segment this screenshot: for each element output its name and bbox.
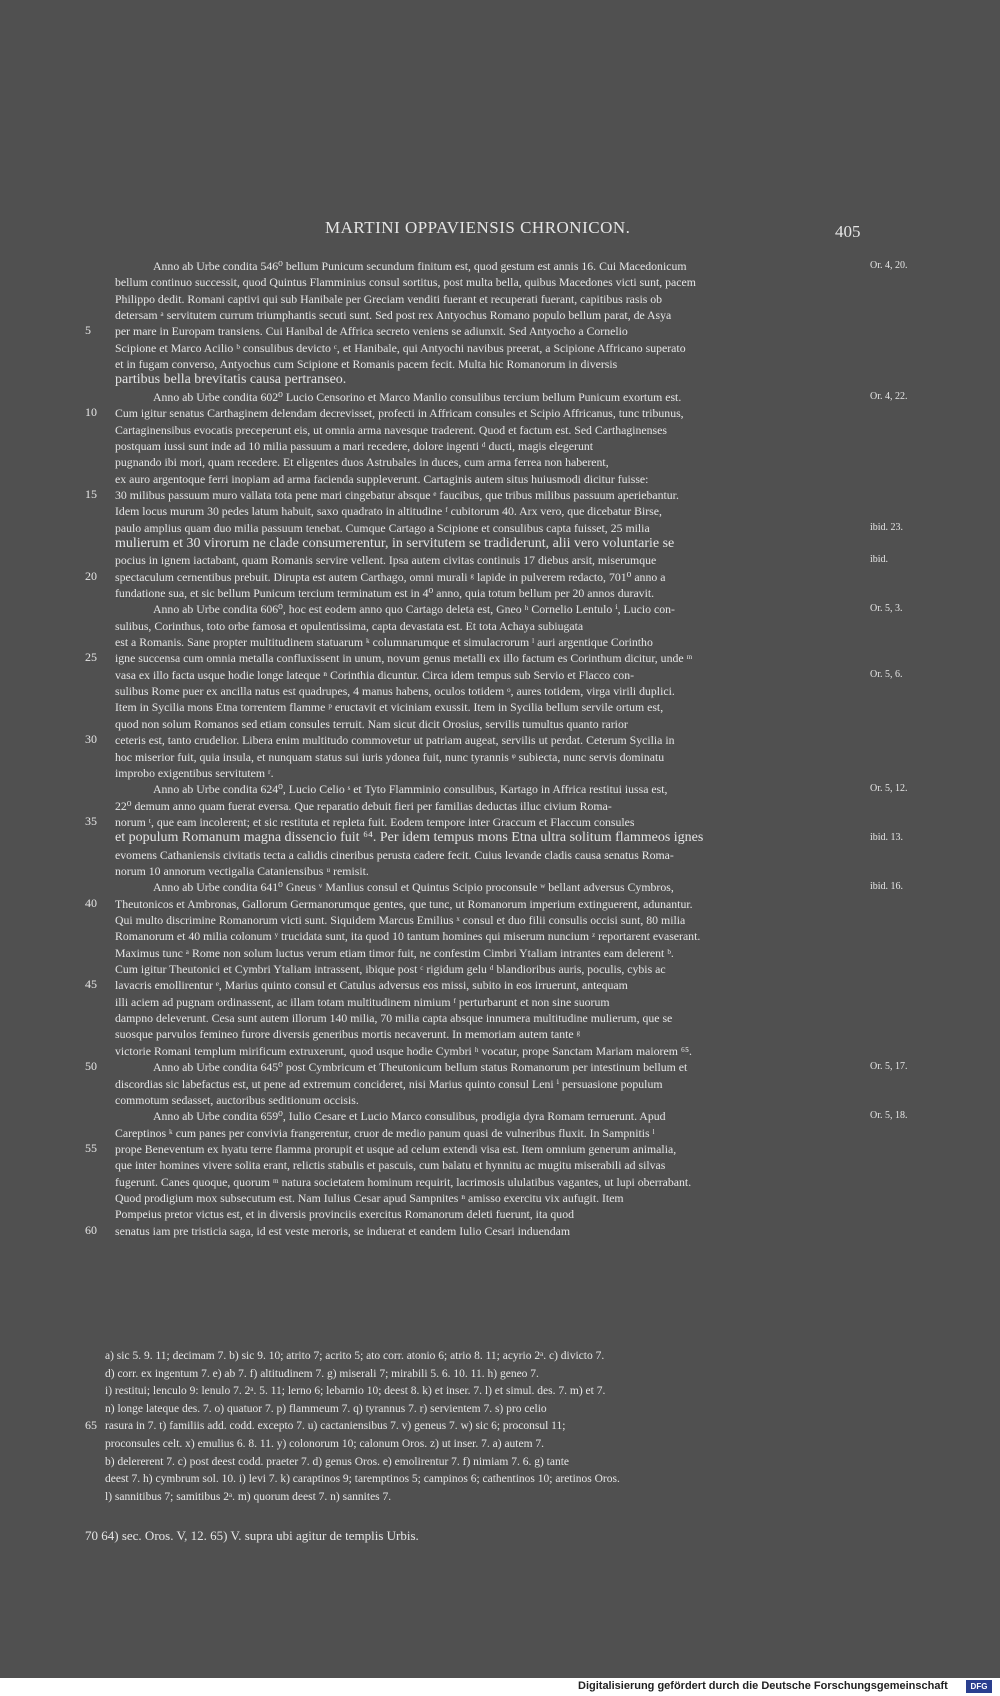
line-number: 60 [85,1222,97,1237]
text-line: Maximus tunc ᵃ Rome non solum luctus verum etiam timor fuit, ne confestim Cimbri Ytaliam intrantes eam delerent ᵇ. [115,945,674,960]
text-line: sulibus, Corinthus, toto orbe famosa et opulentissima, capta devastata est. Et tota Achaya subiugata [115,618,584,633]
text-line: detersam ᵃ servitutem currum triumphantis secuti sunt. Sed post rex Antyochus Romano populo bellum parat, de Asya [115,308,672,323]
text-line: evomens Cathaniensis civitatis tecta a calidis cineribus perusta cadere fecit. Cuius levande cladis causa senatus Roma- [115,847,674,862]
text-line: Anno ab Urbe condita 645⁰ post Cymbricum et Theutonicum bellum status Romanorum per intestinum bellum et [153,1060,688,1075]
line-number: 20 [85,568,97,583]
page-number: 405 [835,222,861,241]
text-line: improbo exigentibus servitutem ʳ. [115,765,274,780]
funding-notice: Digitalisierung gefördert durch die Deutsche Forschungsgemeinschaft [578,1680,948,1692]
footnote-line-number: 65 [85,1418,97,1433]
text-line: senatus iam pre tristicia saga, id est veste meroris, se induerat et eandem Iulio Cesari induendam [115,1223,571,1238]
text-line: sulibus Rome puer ex ancilla natus est quadrupes, 4 manus habens, oculos totidem ᵒ, aures totidem, virga virili duplici. [115,684,675,699]
margin-note: Or. 5, 6. [870,668,903,680]
text-line: et in fugam converso, Antyochus cum Scipione et Romanis pacem fecit. Multa hic Romanorum in diversis [115,357,618,372]
margin-note: ibid. 16. [870,881,904,893]
text-line: pugnando ibi mori, quam recedere. Et eligentes duos Astrubales in duces, cum arma ferrea non haberent, [115,455,609,470]
text-line: spectaculum cernentibus prebuit. Dirupta est autem Carthago, omni murali ᵍ lapide in pulverem redacto, 701⁰ anno a [115,569,666,584]
text-line: norum ᵗ, que eam incolerent; et sic restituta et repleta fuit. Eodem tempore inter Graccum et Flaccum consules [115,814,635,829]
footnote-line: n) longe lateque des. 7. o) quatuor 7. p) flammeum 7. q) tyrannus 7. r) servientem 7. s) pro celio [105,1402,547,1415]
margin-note: Or. 5, 18. [870,1110,908,1122]
text-line: prope Beneventum ex hyatu terre flamma prorupit et usque ad celum extendi visa est. Item omnium generum animalia, [115,1141,677,1156]
text-line: pocius in ignem iactabant, quam Romanis servire vellent. Ipsa autem civitas continuis 17 diebus arsit, miserumque [115,553,657,568]
text-line: Cum igitur senatus Carthaginem delendam decrevisset, profecti in Affricam consules et Scipio Affricanus, tunc tribunus, [115,406,684,421]
text-line: mulierum et 30 virorum ne clade consumerentur, in servitutem se tradiderunt, alii vero voluntarie se [115,535,675,551]
text-line: Pompeius pretor victus est, et in diversis provinciis exercitus Romanorum deleti fuerunt, ita quod [115,1207,575,1222]
text-line: 30 milibus passuum muro vallata tota pene mari cingebatur absque ᵉ faucibus, que tribus milibus passuum aperiebantur. [115,487,679,502]
text-line: que inter homines vivere solita erant, relictis stabulis et pascuis, cum balatu et hynnitu ac mugitu miserabili ad silvas [115,1158,666,1173]
text-line: et populum Romanum magna dissencio fuit ⁶⁴. Per idem tempus mons Etna ultra solitum flammeos ignes [115,830,704,846]
margin-note: Or. 5, 12. [870,783,908,795]
text-line: vasa ex illo facta usque hodie longe lateque ⁿ Corinthia dicuntur. Circa idem tempus sub Servio et Flacco con- [115,667,635,682]
text-line: suosque parvulos femineo furore diversis generibus mortis necaverunt. In memoriam autem tante ᵍ [115,1027,581,1042]
line-number: 10 [85,405,97,420]
text-line: lavacris emollirentur ᵉ, Marius quinto consul et Catulus adversus eos missi, subito in eos irruerunt, antequam [115,978,628,993]
text-line: igne succensa cum omnia metalla confluxissent in unum, novum genus metalli ex illo factum es Corinthum dicitur, unde ᵐ [115,651,693,666]
line-number: 25 [85,650,97,665]
line-number: 40 [85,895,97,910]
text-line: est a Romanis. Sane propter multitudinem statuarum ᵏ columnarumque et simulacrorum ˡ auri argentique Corintho [115,635,653,650]
text-line: norum 10 annorum vectigalia Cataniensibus ᵘ remisit. [115,863,369,878]
text-line: Cartaginensibus evocatis preceperunt eis, ut omnia arma navesque traderent. Quod et factum est. Sed Carthaginenses [115,422,667,437]
margin-note: Or. 5, 3. [870,603,903,615]
text-line: Philippo dedit. Romani captivi qui sub Hanibale per Greciam venditi fuerant et recuperati fuerant, capitibus rasis ob [115,291,663,306]
text-line: Anno ab Urbe condita 624⁰, Lucio Celio ˢ et Tyto Flamminio consulibus, Kartago in Affrica restitui iussa est, [153,782,668,797]
text-line: Anno ab Urbe condita 546⁰ bellum Punicum secundum finitum est, quod gestum est annis 16. Cui Macedonicum [153,259,687,273]
line-number: 35 [85,813,97,828]
footnote-line: d) corr. ex ingentum 7. e) ab 7. f) altitudinem 7. g) miserali 7; mirabili 5. 6. 10. 11. h) geneo 7. [105,1367,539,1380]
line-number: 50 [85,1059,97,1074]
footnote-line: proconsules celt. x) emulius 6. 8. 11. y) colonorum 10; calonum Oros. z) ut inser. 7. a) autem 7. [105,1438,545,1450]
text-line: Idem locus murum 30 pedes latum habuit, saxo quadrato in altitudine ᶠ cubitorum 40. Arx vero, que dicebatur Birse, [115,504,662,519]
text-line: discordias sic labefactus est, ut pene ad extremum concideret, nisi Marius quinto consul Leni ⁱ persuasione populum [115,1076,663,1091]
text-line: fugerunt. Canes quoque, quorum ᵐ natura societatem hominum requirit, lacrimosis ululatibus vagantes, ut lupi oberrabant. [115,1174,692,1189]
text-line: commotum sedasset, auctoribus seditionum occisis. [115,1092,359,1107]
text-line: Anno ab Urbe condita 602⁰ Lucio Censorino et Marco Manlio consulibus tercium bellum Punicum exortum est. [153,389,682,404]
text-line: Careptinos ᵏ cum panes per convivia frangerentur, cruor de medio panum quasi de vulneribus fluxit. In Sampnitis ˡ [115,1125,655,1140]
margin-note: ibid. 13. [870,832,904,844]
footnote-line: a) sic 5. 9. 11; decimam 7. b) sic 9. 10; atrito 7; acrito 5; ato corr. atonio 6; atrio 8. 11; acyrio 2ᵃ. c) divicto 7. [105,1350,605,1362]
margin-note: Or. 4, 22. [870,390,908,402]
text-line: Quod prodigium mox subsecutum est. Nam Iulius Cesar apud Sampnites ⁿ amisso exercitu vix aufugit. Item [115,1190,624,1205]
text-line: 22⁰ demum anno quam fuerat eversa. Que reparatio debuit fieri per familias deductas illuc civium Roma- [115,798,612,813]
text-line: illi aciem ad pugnam ordinassent, ac illam totam multitudinem nimium ᶠ perturbarunt et non sine suorum [115,994,610,1009]
text-line: Romanorum et 40 milia colonum ʸ trucidata sunt, ita quod 10 tantum homines qui miserum nuncium ᶻ reportarent evaserant. [115,929,701,944]
text-line: Scipione et Marco Acilio ᵇ consulibus devicto ᶜ, et Hanibale, qui Antyochi navibus preerat, a Scipione Affricano superato [115,340,686,355]
text-line: partibus bella brevitatis causa pertranseo. [115,372,347,388]
line-number: 55 [85,1140,97,1155]
footnote-line: i) restitui; lenculo 9: lenulo 7. 2ᵃ. 5. 11; lerno 6; lebarnio 10; deest 8. k) et inser. 7. l) et simul. des. 7. m) et 7. [105,1385,606,1398]
text-line: hoc miserior fuit, quia insula, et nunquam status sui iuris ydonea fuit, nunc tyrannis ᵠ subiecta, nunc servis dominatu [115,749,665,764]
text-line: victorie Romani templum mirificum extruxerunt, quod usque hodie Cymbri ʰ vocatur, prope Sanctam Mariam maiorem ⁶⁵. [115,1043,693,1058]
line-number: 5 [85,323,91,338]
text-line: bellum continuo successit, quod Quintus Flamminius consul sortitus, post multa bella, quibus Macedones victi sunt, pacem [115,275,696,290]
text-line: Anno ab Urbe condita 606⁰, hoc est eodem anno quo Cartago deleta est, Gneo ʰ Cornelio Lentulo ⁱ, Lucio con- [153,602,675,617]
text-line: per mare in Europam transiens. Cui Hanibal de Affrica secreto veniens se adiunxit. Sed Antyocho a Cornelio [115,324,628,339]
margin-note: ibid. [870,554,889,566]
footnote-line: deest 7. h) cymbrum sol. 10. i) levi 7. k) caraptinos 9; taremptinos 5; campinos 6; cathentinos 10; aretinos Oros. [105,1473,620,1486]
margin-note: Or. 5, 17. [870,1061,908,1073]
footnote-extra-line: 70 64) sec. Oros. V, 12. 65) V. supra ubi agitur de templis Urbis. [85,1528,419,1543]
text-line: Anno ab Urbe condita 659⁰, Iulio Cesare et Lucio Marco consulibus, prodigia dyra Romam terruerunt. Apud [153,1109,666,1124]
line-number: 15 [85,486,97,501]
text-line: Qui multo discrimine Romanorum victi sunt. Siquidem Marcus Emilius ˣ consul et duo filii consulis occisi sunt, 80 milia [115,913,686,927]
text-line: Theutonicos et Ambronas, Gallorum Germanorumque gentes, que tunc, ut Romanorum imperium extinguerent, adunantur. [115,896,693,911]
margin-note: ibid. 23. [870,521,904,533]
footnote-line: rasura in 7. t) familiis add. codd. excepto 7. u) cactaniensibus 7. v) geneus 7. w) sic 6; proconsul 11; [105,1420,566,1433]
line-number: 45 [85,977,97,992]
text-line: postquam iussi sunt inde ad 10 milia passuum a mari recedere, dolore ingenti ᵈ ducti, magis elegerunt [115,438,594,453]
page-header-title: MARTINI OPPAVIENSIS CHRONICON. [325,218,631,237]
line-number: 30 [85,732,97,747]
text-line: Anno ab Urbe condita 641⁰ Gneus ᵛ Manlius consul et Quintus Scipio proconsule ʷ bellant adversus Cymbros, [153,880,674,895]
text-line: ex auro argentoque ferri inopiam ad arma facienda suppleverunt. Cartaginis autem situs huiusmodi dicitur fuisse: [115,471,649,486]
footnote-line: b) delererent 7. c) post deest codd. praeter 7. d) genus Oros. e) emolirentur 7. f) nimiam 7. 6. g) tante [105,1455,569,1468]
text-line: fundatione sua, et sic bellum Punicum tercium terminatum est in 4⁰ anno, quia totum bellum per 20 annos duravit. [115,586,655,600]
footnote-line: l) sannitibus 7; samitibus 2ᵃ. m) quorum deest 7. n) sannites 7. [105,1490,392,1503]
text-line: Cum igitur Theutonici et Cymbri Ytaliam intrassent, ibique post ᶜ rigidum gelu ᵈ blandioribus auris, poculis, cybis ac [115,962,666,977]
dfg-logo: DFG [966,1680,992,1693]
margin-note: Or. 4, 20. [870,260,908,271]
text-line: dampno deleverunt. Cesa sunt autem illorum 140 milia, 70 milia capta absque innumera multitudine mulierum, que se [115,1011,673,1026]
text-line: quod non solum Romanos sed etiam consules terruit. Nam sicut dicit Orosius, servilis tumultus quanto rarior [115,716,628,731]
text-line: ceteris est, tanto crudelior. Libera enim multitudo commovetur ut patriam augeat, servilis ut perdat. Ceterum Sycilia in [115,733,675,748]
text-line: paulo amplius quam duo milia passuum tenebat. Cumque Cartago a Scipione et consulibus capta fuisset, 25 milia [115,520,650,535]
text-line: Item in Sycilia mons Etna torrentem flamme ᵖ eructavit et viciniam exussit. Item in Sycilia bellum servile ortum est, [115,700,664,715]
